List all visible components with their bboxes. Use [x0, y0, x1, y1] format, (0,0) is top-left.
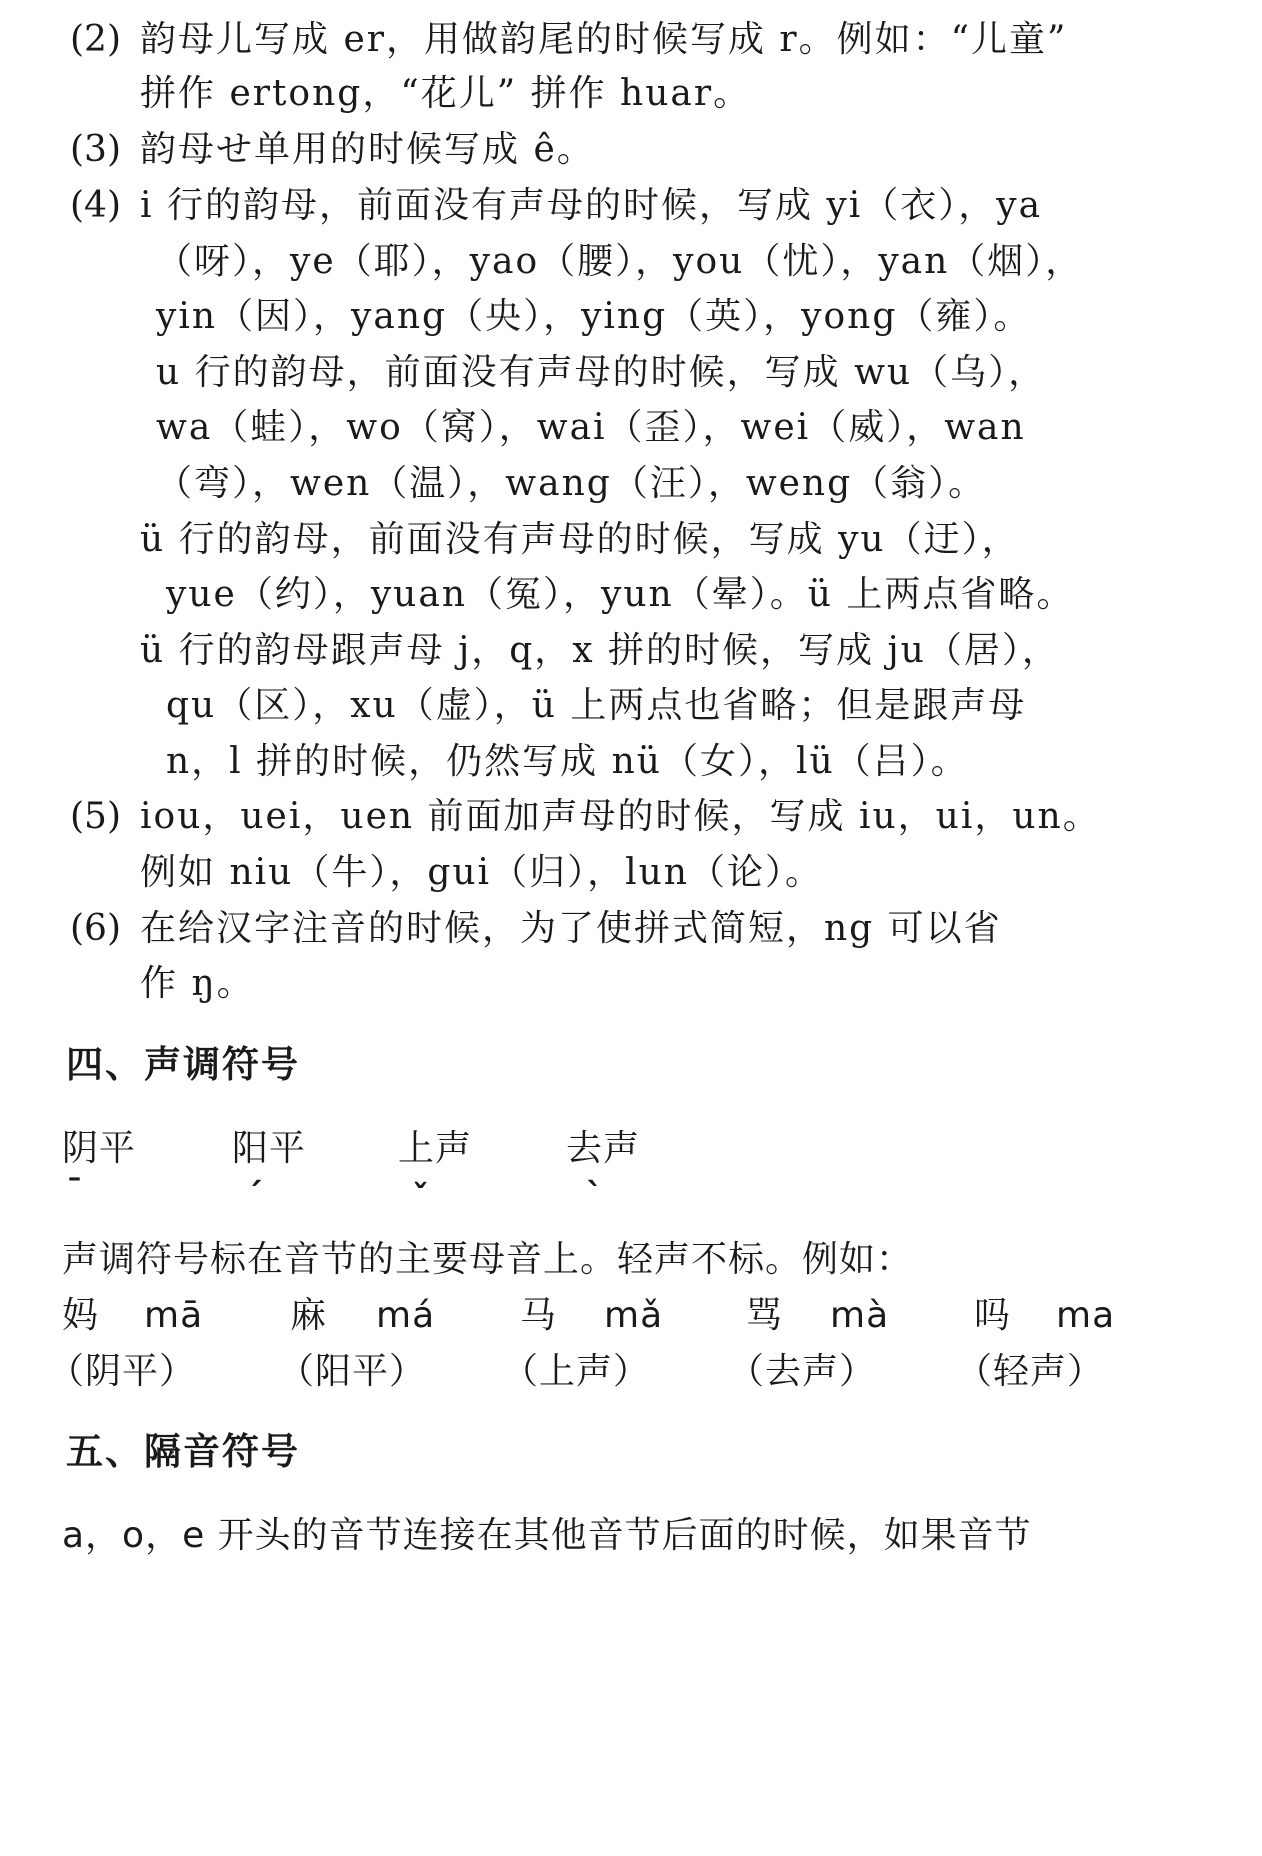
- rule-number: (5): [70, 796, 121, 837]
- rule-line: 拼作 ertong，“花儿” 拼作 huar。: [140, 73, 752, 114]
- tone-name: 上声: [398, 1128, 473, 1169]
- rule-line: （弯），wen（温），wang（汪），weng（翁）。: [156, 463, 987, 504]
- example-pinyin: mà: [830, 1295, 890, 1336]
- rule-number: (4): [70, 185, 121, 226]
- tone-name: 去声: [566, 1128, 641, 1169]
- rule-line: 例如 niu（牛），gui（归），lun（论）。: [140, 852, 823, 893]
- rule-line: yue（约），yuan（冤），yun（晕）。ü 上两点省略。: [166, 574, 1075, 615]
- rule-line: 韵母儿写成 er，用做韵尾的时候写成 r。例如：“儿童”: [140, 19, 1068, 60]
- rule-line: yin（因），yang（央），ying（英），yong（雍）。: [156, 296, 1032, 337]
- example-tone: （上声）: [502, 1351, 651, 1392]
- tone-name: 阴平: [62, 1128, 137, 1169]
- rule-line: qu（区），xu（虚），ü 上两点也省略；但是跟声母: [166, 685, 1027, 726]
- rule-line: i 行的韵母，前面没有声母的时候，写成 yi（衣），ya: [140, 185, 1043, 226]
- example-tone: （轻声）: [956, 1351, 1105, 1392]
- rule-line: wa（蛙），wo（窝），wai（歪），wei（威），wan: [156, 407, 1026, 448]
- section-heading: 四、声调符号: [66, 1043, 300, 1086]
- example-pinyin: mǎ: [604, 1295, 664, 1336]
- rule-line: n，l 拼的时候，仍然写成 nü（女），lü（吕）。: [166, 741, 969, 782]
- rule-line: u 行的韵母，前面没有声母的时候，写成 wu（乌），: [156, 352, 1047, 393]
- tone-mark: ˉ: [66, 1172, 83, 1212]
- example-char: 妈: [62, 1295, 100, 1336]
- tone-mark: ˊ: [246, 1176, 263, 1216]
- rule-line: （呀），ye（耶），yao（腰），you（忧），yan（烟），: [156, 241, 1084, 282]
- example-char: 马: [520, 1295, 558, 1336]
- example-char: 麻: [290, 1295, 328, 1336]
- example-pinyin: má: [376, 1295, 436, 1336]
- tone-mark: ˋ: [586, 1176, 603, 1216]
- example-pinyin: ma: [1056, 1295, 1116, 1336]
- rule-line: 韵母せ单用的时候写成 ê。: [140, 129, 595, 170]
- example-char: 骂: [746, 1295, 784, 1336]
- section-heading: 五、隔音符号: [66, 1430, 300, 1473]
- example-tone: （去声）: [728, 1351, 877, 1392]
- example-pinyin: mā: [144, 1295, 204, 1336]
- tone-mark: ˇ: [412, 1178, 429, 1218]
- rule-line: 在给汉字注音的时候，为了使拼式简短，ng 可以省: [140, 908, 1002, 949]
- example-char: 吗: [974, 1295, 1012, 1336]
- example-tone: （阳平）: [278, 1351, 427, 1392]
- rule-line: ü 行的韵母跟声母 j，q，x 拼的时候，写成 ju（居），: [140, 630, 1060, 671]
- body-line: a，o，e 开头的音节连接在其他音节后面的时候，如果音节: [62, 1515, 1032, 1556]
- rule-number: (6): [70, 908, 121, 949]
- rule-line: 作 ŋ。: [140, 963, 255, 1004]
- rule-line: ü 行的韵母，前面没有声母的时候，写成 yu（迂），: [140, 519, 1020, 560]
- rule-line: iou，uei，uen 前面加声母的时候，写成 iu，ui，un。: [140, 796, 1101, 837]
- rule-number: (2): [70, 19, 121, 60]
- rule-number: (3): [70, 129, 121, 170]
- tone-note: 声调符号标在音节的主要母音上。轻声不标。例如：: [62, 1239, 914, 1280]
- tone-name: 阳平: [232, 1128, 307, 1169]
- example-tone: （阴平）: [48, 1351, 197, 1392]
